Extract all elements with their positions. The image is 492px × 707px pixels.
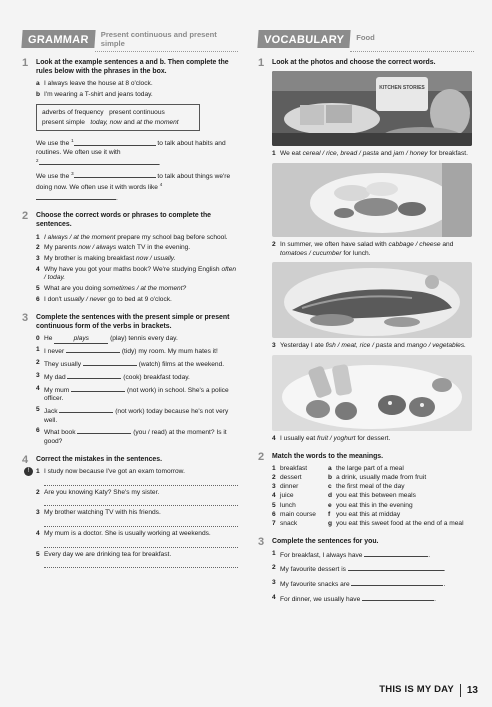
list-item: 3 My favourite snacks are . bbox=[272, 579, 446, 589]
common-mistake-icon: ! bbox=[24, 467, 33, 476]
choice-words[interactable]: I always / at the moment bbox=[44, 233, 116, 241]
matching-table: 1 breakfast a the large part of a meal 2 dessert b a drink, usually made from fruit 3 dinner c the first meal of the day 4 juice d you eat this between meals 5 lunch e you eat this in the evening 6 main course f you eat this at midday 7 snack g you eat this sweet food at the end of a meal bbox=[272, 464, 464, 527]
answer-blank[interactable] bbox=[77, 427, 131, 434]
exercise-number: 4 bbox=[22, 453, 29, 466]
choice-words[interactable]: now / usually. bbox=[135, 255, 176, 262]
grammar-header bbox=[22, 30, 238, 58]
answer-blank[interactable] bbox=[364, 550, 428, 557]
vocabulary-exercise-1 bbox=[258, 58, 474, 444]
answer-blank[interactable] bbox=[74, 139, 156, 146]
answer-line[interactable] bbox=[44, 518, 238, 527]
grammar-subtitle: Present continuous and present simple bbox=[95, 30, 238, 52]
photo-caption-1: 1 We eat cereal / rice, bread / pasta and jam / honey for breakfast. bbox=[272, 150, 468, 158]
list-item: 1 For breakfast, I always have . bbox=[272, 549, 431, 559]
exercise-instruction: Match the words to the meanings. bbox=[272, 452, 384, 460]
vocabulary-tag: VOCABULARY bbox=[257, 30, 350, 48]
page-number: 13 bbox=[460, 684, 478, 697]
box-line-2: present simple today, now and at the moment bbox=[42, 118, 179, 126]
vocabulary-exercise-2 bbox=[258, 452, 474, 529]
vocabulary-column bbox=[258, 0, 474, 611]
exercise-instruction: Complete the sentences for you. bbox=[272, 537, 379, 545]
grammar-exercise-3 bbox=[22, 313, 238, 447]
example-sentence-a: a I always leave the house at 8 o'clock. bbox=[36, 80, 153, 88]
answer-blank[interactable] bbox=[83, 359, 137, 366]
photo-fruit bbox=[272, 355, 472, 431]
answer-blank[interactable] bbox=[36, 193, 116, 200]
list-item: 2 They usually (watch) films at the weekend. bbox=[36, 359, 225, 369]
phrase-box bbox=[36, 104, 200, 132]
example-answer: plays bbox=[54, 335, 108, 345]
box-line-1: adverbs of frequency present continuous bbox=[42, 108, 165, 116]
list-item: 6 What book (you / read) at the moment? Is it good? bbox=[36, 427, 227, 446]
vocabulary-exercise-3 bbox=[258, 537, 474, 605]
answer-blank[interactable] bbox=[67, 372, 121, 379]
answer-blank[interactable] bbox=[39, 158, 159, 165]
page-footer bbox=[379, 684, 478, 697]
grammar-tag: GRAMMAR bbox=[21, 30, 95, 48]
example-sentence-b: b I'm wearing a T-shirt and jeans today. bbox=[36, 90, 153, 98]
photo-caption-2: 2 In summer, we often have salad with cabbage / cheese and tomatoes / cucumber for lunch. bbox=[272, 240, 454, 257]
grammar-exercise-2 bbox=[22, 211, 238, 304]
list-item: 3 My brother is making breakfast now / usually. bbox=[36, 255, 176, 262]
grammar-exercise-1 bbox=[22, 58, 238, 203]
vocabulary-header bbox=[258, 30, 474, 58]
fruit-image bbox=[272, 355, 472, 431]
answer-blank[interactable] bbox=[351, 579, 443, 586]
list-item: 6 I don't usually / never go to bed at 9 o'clock. bbox=[36, 295, 172, 303]
exercise-instruction: Look at the example sentences a and b. Then complete the rules below with the phrases in the box. bbox=[36, 59, 229, 76]
list-item: 4 My mum is a doctor. She is usually working at weekends. bbox=[36, 530, 238, 548]
answer-blank[interactable] bbox=[362, 594, 434, 601]
photo-fish bbox=[272, 262, 472, 338]
answer-line[interactable] bbox=[44, 477, 238, 486]
photo-caption-3: 3 Yesterday I ate fish / meat, rice / pasta and mango / vegetables. bbox=[272, 342, 466, 350]
answer-blank[interactable] bbox=[66, 346, 120, 353]
answer-line[interactable] bbox=[44, 559, 238, 568]
list-item: 2 My favourite dessert is . bbox=[272, 564, 446, 574]
list-item: 4 For dinner, we usually have . bbox=[272, 593, 436, 603]
exercise-instruction: Correct the mistakes in the sentences. bbox=[36, 455, 162, 463]
photo-caption-4: 4 I usually eat fruit / yoghurt for dessert. bbox=[272, 434, 391, 442]
list-item: 2 Are you knowing Katy? She's my sister. bbox=[36, 489, 238, 507]
list-item: 4 My mum (not work) in school. She's a police officer. bbox=[36, 384, 229, 403]
svg-text:KITCHEN STORIES: KITCHEN STORIES bbox=[379, 85, 425, 92]
answer-line[interactable] bbox=[44, 497, 238, 506]
exercise-number: 1 bbox=[258, 57, 265, 69]
exercise-number: 2 bbox=[22, 210, 29, 223]
photo-salad bbox=[272, 163, 472, 237]
exercise-number: 1 bbox=[22, 57, 29, 69]
list-item: 1 I always / at the moment prepare my school bag before school. bbox=[36, 233, 228, 241]
photo-breakfast bbox=[272, 71, 472, 146]
grammar-exercise-4 bbox=[22, 455, 238, 569]
list-item: 4 Why have you got your maths book? We're studying English often / today. bbox=[36, 265, 237, 282]
choice-words[interactable]: usually / never bbox=[63, 295, 107, 303]
grammar-column bbox=[22, 0, 238, 574]
list-item: 3 My brother watching TV with his friends. bbox=[36, 509, 238, 527]
list-item: 2 My parents now / always watch TV in the evening. bbox=[36, 244, 191, 252]
answer-line[interactable] bbox=[44, 539, 238, 548]
exercise-number: 3 bbox=[22, 311, 29, 324]
answer-blank[interactable] bbox=[348, 564, 444, 571]
list-item: 3 My dad (cook) breakfast today. bbox=[36, 371, 190, 381]
exercise-instruction: Choose the correct words or phrases to complete the sentences. bbox=[36, 212, 211, 229]
choice-words[interactable]: now / always bbox=[78, 244, 117, 252]
example-item: 0 He plays (play) tennis every day. bbox=[36, 335, 238, 345]
list-item: 5 What are you doing sometimes / at the moment? bbox=[36, 285, 187, 293]
list-item: 5 Every day we are drinking tea for breakfast. bbox=[36, 551, 238, 569]
choice-words[interactable]: often / today. bbox=[44, 265, 237, 282]
answer-blank[interactable] bbox=[59, 406, 113, 413]
answer-blank[interactable] bbox=[74, 171, 156, 178]
rule-1: We use the $^1$ to talk about habits and routines. We often use it with $^2$ . bbox=[36, 138, 226, 168]
exercise-instruction: Complete the sentences with the present simple or present continuous form of the verbs in brackets. bbox=[36, 313, 230, 330]
breakfast-image bbox=[272, 71, 472, 146]
exercise-instruction: Look at the photos and choose the correct words. bbox=[272, 59, 436, 66]
choice-words[interactable]: sometimes / at the moment? bbox=[103, 285, 187, 293]
exercise-number: 3 bbox=[258, 535, 265, 548]
answer-blank[interactable] bbox=[71, 385, 125, 392]
rule-2: We use the $^3$ to talk about things we're doing now. We often use it with words like $^4$. bbox=[36, 170, 231, 202]
list-item: ! 1 I study now because I've got an exam tomorrow. bbox=[36, 468, 238, 486]
list-item: 1 I never (tidy) my room. My mum hates it! bbox=[36, 346, 218, 356]
list-item: 5 Jack (not work) today because he's not very well. bbox=[36, 405, 229, 424]
vocabulary-subtitle: Food bbox=[350, 30, 474, 52]
salad-image bbox=[272, 163, 472, 237]
unit-title: THIS IS MY DAY bbox=[379, 684, 454, 696]
fish-image bbox=[272, 262, 472, 338]
exercise-number: 2 bbox=[258, 450, 265, 463]
